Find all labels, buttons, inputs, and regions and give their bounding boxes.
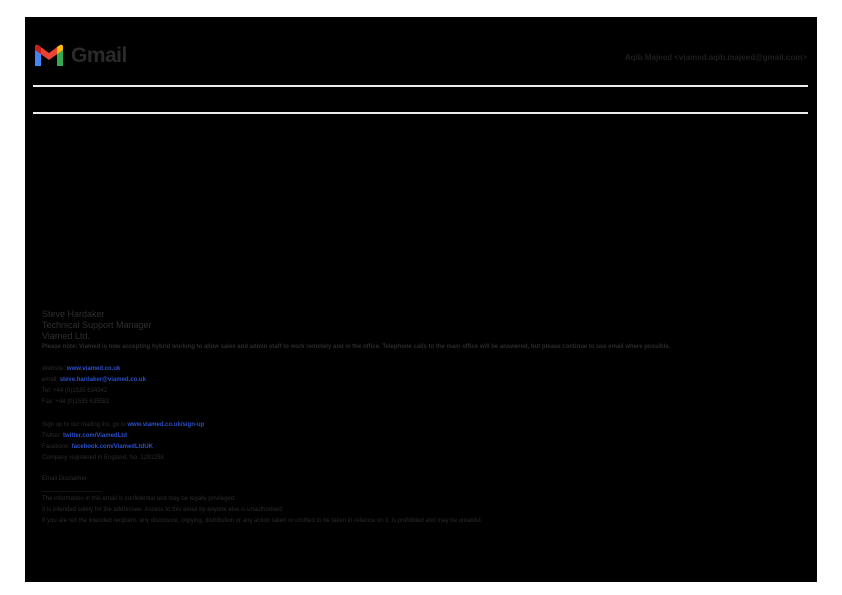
tel-line: [42, 386, 802, 397]
facebook-line: [42, 442, 802, 453]
disclaimer-separator: __________________: [42, 486, 103, 492]
note-text: Viamed is now accepting hybrid working to allow sales and admin staff to work remotely and in the office. Telephone calls to the main office will be answered, but please continue to use email where possible.: [79, 344, 671, 350]
tel-value: +44 (0)1535 634542: [53, 388, 108, 394]
header-divider: [33, 85, 808, 87]
disclaimer-line-2: It is intended solely for the addressee. Access to this email by anyone else is unauthorised.: [42, 507, 284, 513]
twitter-line: [42, 431, 802, 442]
gmail-wordmark: Gmail: [71, 44, 127, 67]
gmail-logo: [33, 43, 127, 69]
disclaimer-line-3: If you are not the intended recipient, any disclosure, copying, distribution or any action taken or omitted to be taken in reliance on it, is prohibited and may be unlawful.: [42, 518, 483, 524]
disclaimer-line-1: The information in this email is confidential and may be legally privileged.: [42, 496, 236, 502]
mailing-line: [42, 420, 802, 431]
gmail-m-icon: [33, 44, 65, 68]
note-label: Please note:: [42, 344, 78, 350]
account-email: Aqib Majeed <viamed.aqib.majeed@gmail.com>: [624, 53, 807, 62]
signature-title: Technical Support Manager: [42, 320, 152, 330]
website-link[interactable]: www.viamed.co.uk: [66, 366, 121, 372]
facebook-label: Facebook:: [42, 444, 71, 450]
fax-value: +44 (0)1535 635582: [55, 399, 110, 405]
subject-divider: [33, 112, 808, 114]
fax-label: Fax:: [42, 399, 54, 405]
email-label: email:: [42, 377, 59, 383]
mailing-text: Sign up to our mailing list, go to: [42, 422, 126, 428]
hybrid-working-note: [42, 342, 792, 352]
email-line: [42, 375, 802, 386]
email-page: [25, 17, 817, 582]
website-line: [42, 364, 802, 375]
email-signature: [42, 309, 802, 527]
twitter-link[interactable]: twitter.com/ViamedLtd: [63, 433, 127, 439]
company-registration: Company registered in England, No. 1291258.: [42, 455, 166, 461]
tel-label: Tel:: [42, 388, 52, 394]
twitter-label: Twitter:: [42, 433, 62, 439]
signature-company: Viamed Ltd.: [42, 331, 90, 341]
signature-name: Steve Hardaker: [42, 309, 105, 319]
website-label: Website:: [42, 366, 66, 372]
email-link[interactable]: steve.hardaker@viamed.co.uk: [59, 377, 146, 383]
mailing-link[interactable]: www.viamed.co.uk/sign-up: [127, 422, 205, 428]
fax-line: [42, 397, 802, 408]
facebook-link[interactable]: facebook.com/ViamedLtdUK: [71, 444, 153, 450]
disclaimer-title: Email Disclaimer: [42, 476, 87, 482]
